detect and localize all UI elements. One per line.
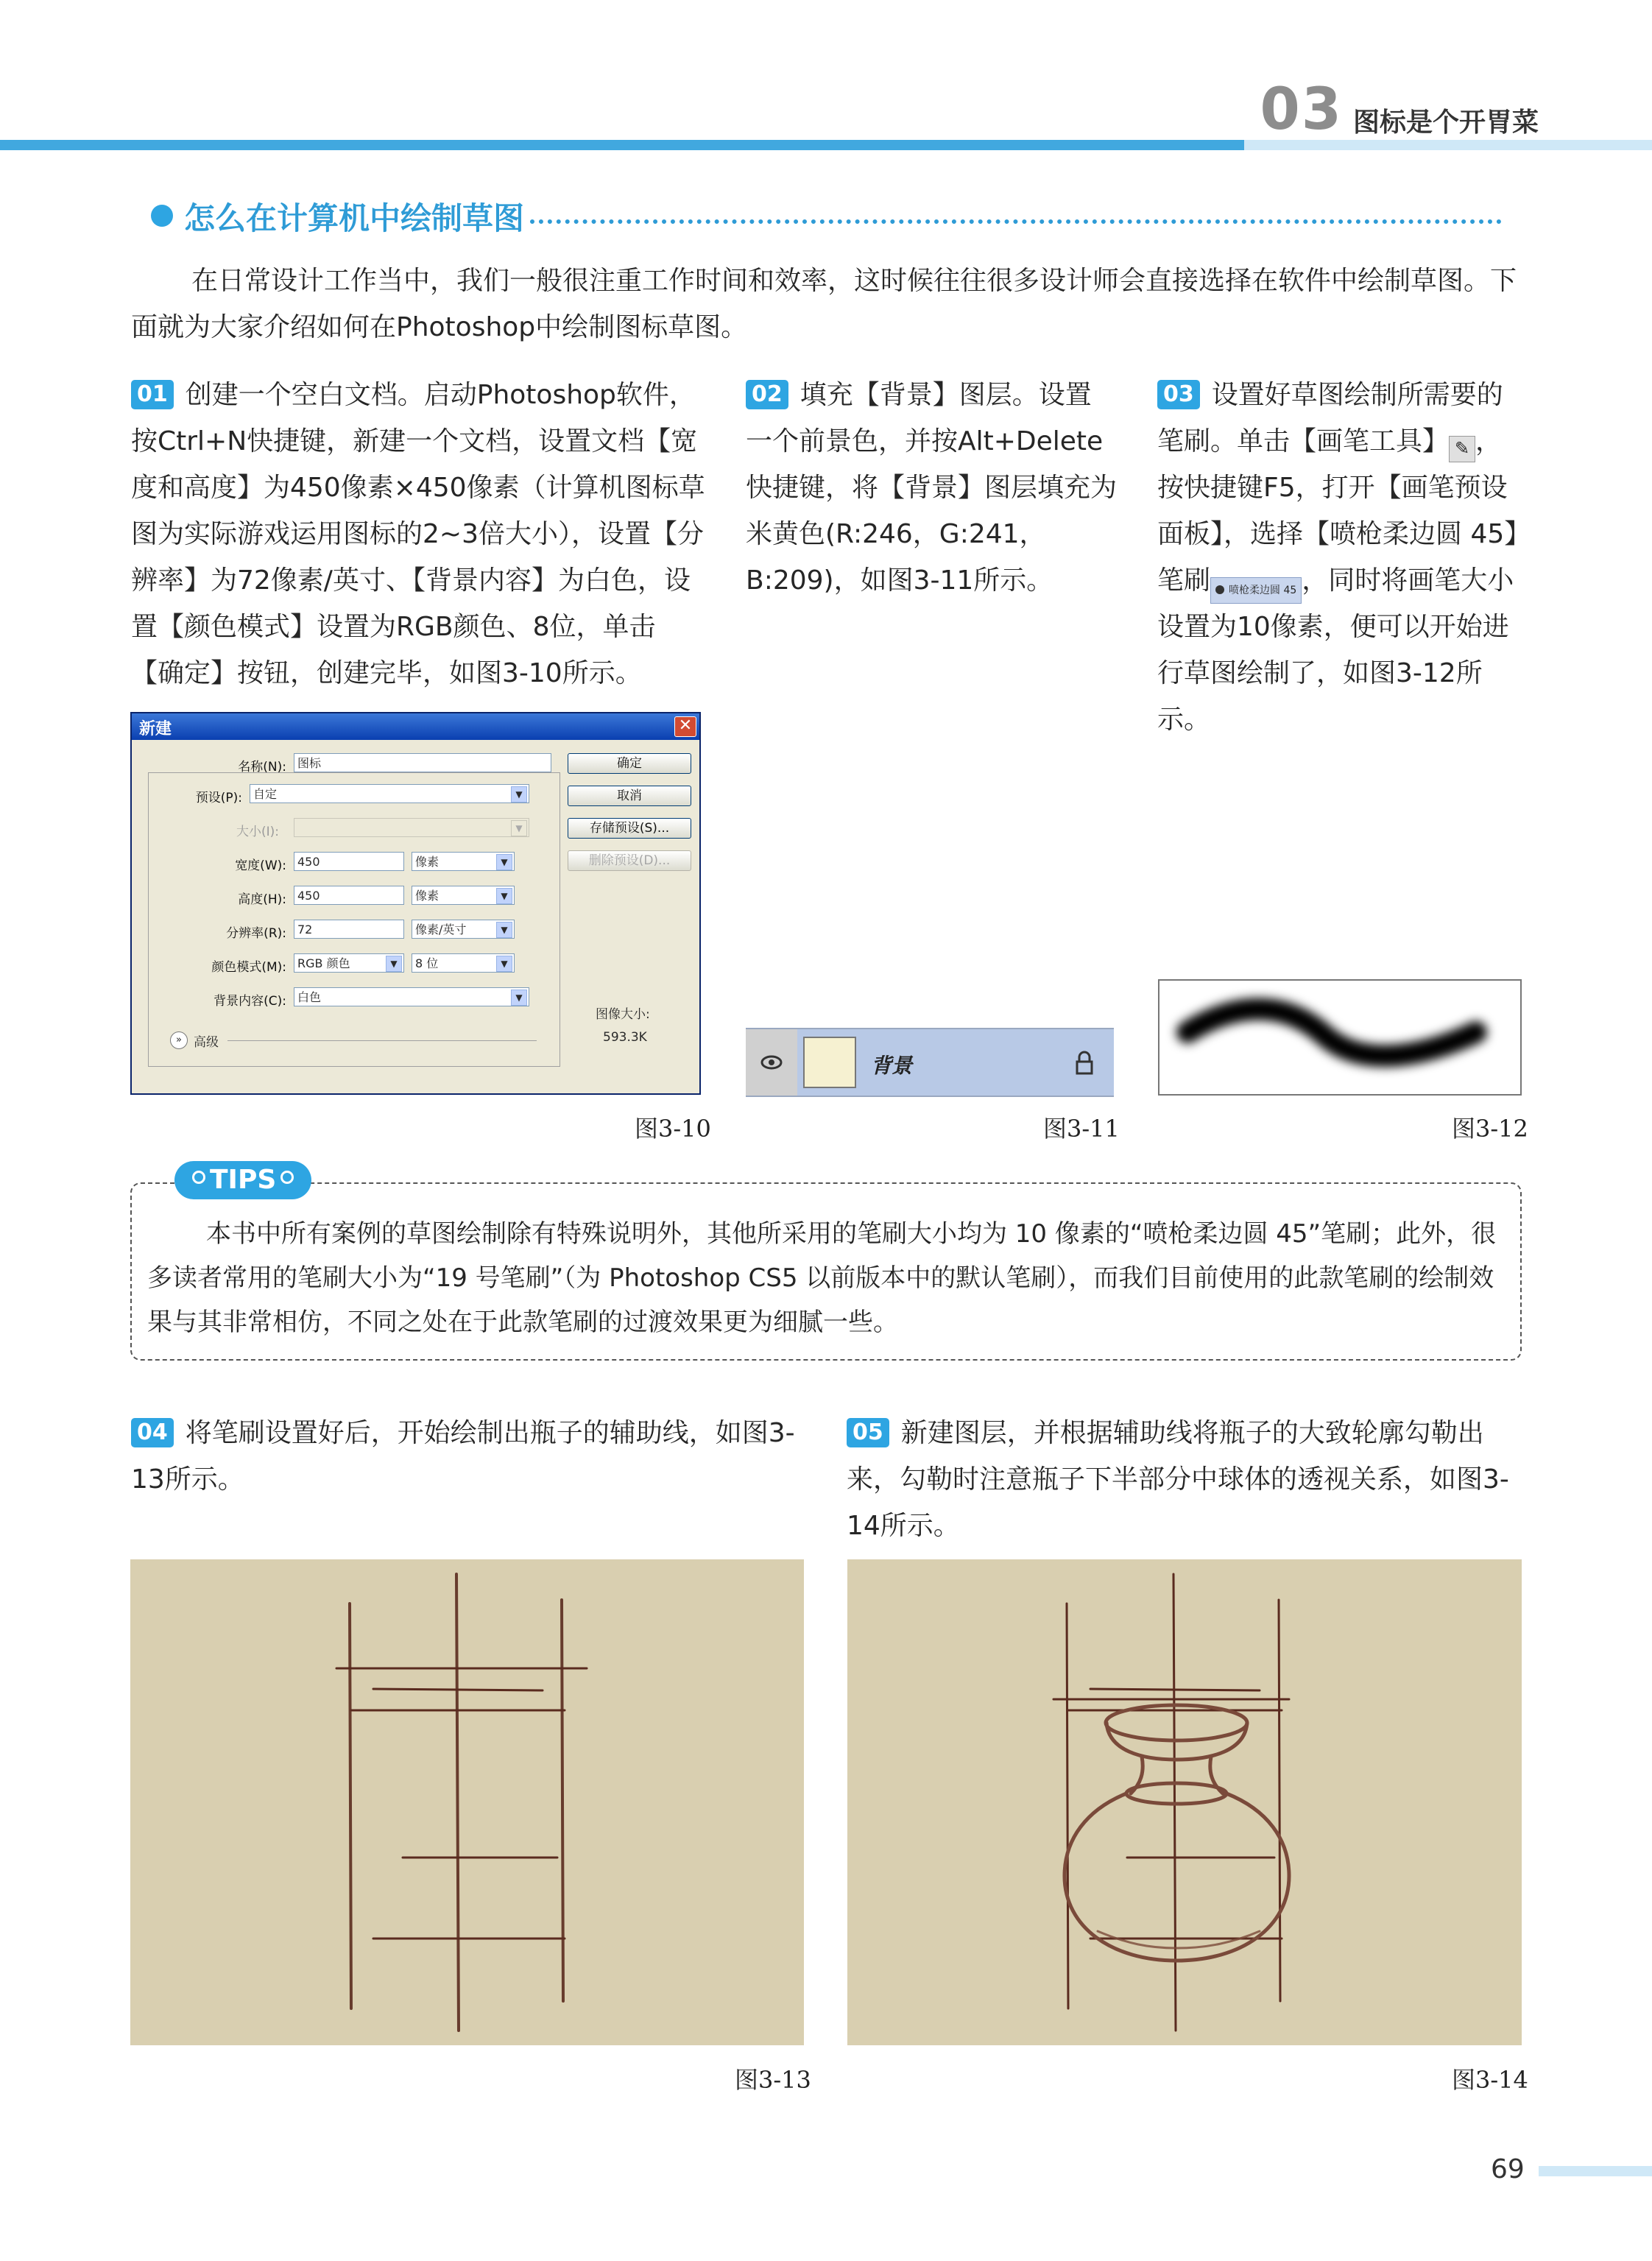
name-input[interactable]: 图标 — [294, 753, 551, 772]
brush-stroke-preview — [1158, 979, 1522, 1096]
preset-label: 预设(P): — [195, 791, 242, 805]
tips-text: 本书中所有案例的草图绘制除有特殊说明外，其他所采用的笔刷大小均为 10 像素的“喷枪柔边圆 45”笔刷；此外，很多读者常用的笔刷大小为“19 号笔刷”（为 Photoshop CS5 以前版本中的默认笔刷），而我们目前使用的此款笔刷的绘制效果与其非常相仿，不同之处在于此款笔刷的过渡效果更为细腻一些。 — [147, 1219, 1497, 1337]
resolution-unit: 像素/英寸 — [415, 923, 467, 937]
step-text: 创建一个空白文档。启动Photoshop软件，按Ctrl+N快捷键，新建一个文档，设置文档【宽度和高度】为450像素×450像素（计算机图标草图为实际游戏运用图标的2~3倍大小），设置【分辨率】为72像素/英寸、【背景内容】为白色，设置【颜色模式】设置为RGB颜色、8位，单击【确定】按钮，创建完毕，如图3-10所示。 — [131, 380, 705, 688]
step-text: 新建图层，并根据辅助线将瓶子的大致轮廓勾勒出来，勾勒时注意瓶子下半部分中球体的透视关系，如图3-14所示。 — [847, 1418, 1509, 1541]
step-03 — [1157, 372, 1524, 743]
height-unit-select[interactable] — [412, 886, 515, 905]
preset-value: 自定 — [253, 787, 278, 801]
sketch-guidelines — [130, 1559, 804, 2045]
step-badge: 05 — [847, 1418, 889, 1447]
close-icon[interactable]: ✕ — [674, 716, 696, 737]
width-unit-select[interactable] — [412, 852, 515, 871]
guideline-drawing — [130, 1559, 804, 2045]
step-text-c: ，同时将画笔大小设置为10像素，便可以开始进行草图绘制了，如图3-12所示。 — [1157, 565, 1514, 735]
step-04 — [131, 1410, 808, 1503]
step-badge: 04 — [131, 1418, 174, 1447]
intro-paragraph: 在日常设计工作当中，我们一般很注重工作时间和效率，这时候往往很多设计师会直接选择在软件中绘制草图。下面就为大家介绍如何在Photoshop中绘制图标草图。 — [131, 266, 1517, 342]
step-text-b: ，按快捷键F5，打开【画笔预设面板】，选择【喷枪柔边圆 45】笔刷 — [1157, 426, 1518, 596]
step-02 — [746, 372, 1118, 604]
section-title: 怎么在计算机中绘制草图 — [184, 200, 525, 236]
caption-fig-3-12: 图3-12 — [1452, 1115, 1528, 1143]
color-mode-select[interactable] — [294, 953, 404, 973]
chevron-down-icon: ▼ — [386, 956, 402, 972]
dialog-titlebar — [132, 713, 699, 740]
caption-fig-3-14: 图3-14 — [1452, 2066, 1528, 2094]
background-select[interactable] — [294, 987, 529, 1006]
color-mode-label: 颜色模式(M): — [211, 960, 286, 975]
eye-icon[interactable] — [746, 1029, 797, 1096]
image-size-label: 图像大小: — [596, 1007, 650, 1022]
step-badge: 01 — [131, 380, 174, 409]
tips-dot-icon — [192, 1171, 205, 1184]
height-unit: 像素 — [415, 889, 440, 903]
tips-dot-icon — [280, 1171, 294, 1184]
caption-fig-3-11: 图3-11 — [1043, 1115, 1120, 1143]
size-select — [294, 818, 529, 837]
step-text: 填充【背景】图层。设置一个前景色，并按Alt+Delete快捷键，将【背景】图层填充为米黄色(R:246，G:241，B:209)，如图3-11所示。 — [746, 380, 1118, 596]
chevron-down-icon: ▼ — [496, 956, 512, 972]
sketch-bottle-outline — [847, 1559, 1522, 2045]
chapter-title: 图标是个开胃菜 — [1353, 107, 1539, 138]
tips-badge — [174, 1161, 311, 1199]
step-text: 将笔刷设置好后，开始绘制出瓶子的辅助线，如图3-13所示。 — [131, 1418, 795, 1495]
color-mode-value: RGB 颜色 — [297, 956, 350, 970]
brush-dot-icon — [1215, 585, 1224, 594]
chevron-down-icon: ▼ — [496, 888, 512, 904]
image-size-value: 593.3K — [603, 1030, 647, 1045]
step-05 — [847, 1410, 1524, 1549]
tips-label: TIPS — [210, 1165, 277, 1195]
header-bar — [0, 140, 1244, 150]
name-label: 名称(N): — [238, 760, 286, 775]
height-label: 高度(H): — [238, 892, 286, 907]
chevron-down-icon: ▼ — [511, 786, 527, 803]
width-label: 宽度(W): — [235, 858, 286, 873]
caption-fig-3-13: 图3-13 — [735, 2066, 811, 2094]
chevron-down-icon: ▼ — [511, 990, 527, 1006]
caption-fig-3-10: 图3-10 — [635, 1115, 711, 1143]
resolution-input[interactable]: 72 — [294, 920, 404, 939]
brush-chip-label: 喷枪柔边圆 45 — [1229, 585, 1297, 596]
advanced-divider — [227, 1040, 537, 1041]
layer-thumbnail — [803, 1037, 856, 1088]
brush-tool-icon: ✎ — [1449, 436, 1475, 462]
bit-depth-select[interactable] — [412, 953, 515, 973]
new-document-dialog — [130, 712, 701, 1095]
ok-button[interactable]: 确定 — [568, 753, 691, 774]
preset-select[interactable] — [250, 784, 529, 803]
layer-name: 背景 — [871, 1054, 913, 1078]
chevron-down-icon: ▼ — [496, 854, 512, 870]
step-01 — [131, 372, 705, 696]
brush-preset-chip — [1210, 577, 1302, 604]
expand-advanced-icon[interactable]: » — [170, 1031, 188, 1049]
step-badge: 03 — [1157, 380, 1200, 409]
advanced-label: 高级 — [194, 1035, 219, 1050]
background-label: 背景内容(C): — [213, 994, 286, 1009]
section-bullet-icon — [151, 205, 173, 227]
brush-stroke-image — [1159, 981, 1520, 1094]
cancel-button[interactable]: 取消 — [568, 786, 691, 806]
chapter-number: 03 — [1260, 77, 1343, 143]
background-layer-row[interactable] — [746, 1028, 1114, 1097]
resolution-unit-select[interactable] — [412, 920, 515, 939]
width-unit: 像素 — [415, 855, 440, 869]
lock-icon — [1070, 1047, 1099, 1079]
chevron-down-icon: ▼ — [496, 922, 512, 938]
save-preset-button[interactable]: 存储预设(S)... — [568, 818, 691, 839]
bit-depth-value: 8 位 — [415, 956, 439, 970]
background-value: 白色 — [297, 990, 322, 1004]
resolution-label: 分辨率(R): — [226, 926, 286, 941]
chevron-down-icon: ▼ — [511, 820, 527, 836]
width-input[interactable]: 450 — [294, 852, 404, 871]
page-number: 69 — [1491, 2154, 1525, 2184]
height-input[interactable]: 450 — [294, 886, 404, 905]
size-label: 大小(I): — [236, 825, 279, 839]
dialog-title: 新建 — [139, 720, 172, 738]
step-text-a: 设置好草图绘制所需要的笔刷。单击【画笔工具】 — [1157, 380, 1503, 456]
section-title-dots — [530, 219, 1502, 224]
delete-preset-button: 删除预设(D)... — [568, 850, 691, 871]
step-badge: 02 — [746, 380, 788, 409]
footer-bar — [1539, 2166, 1652, 2176]
bottle-drawing — [847, 1559, 1522, 2045]
